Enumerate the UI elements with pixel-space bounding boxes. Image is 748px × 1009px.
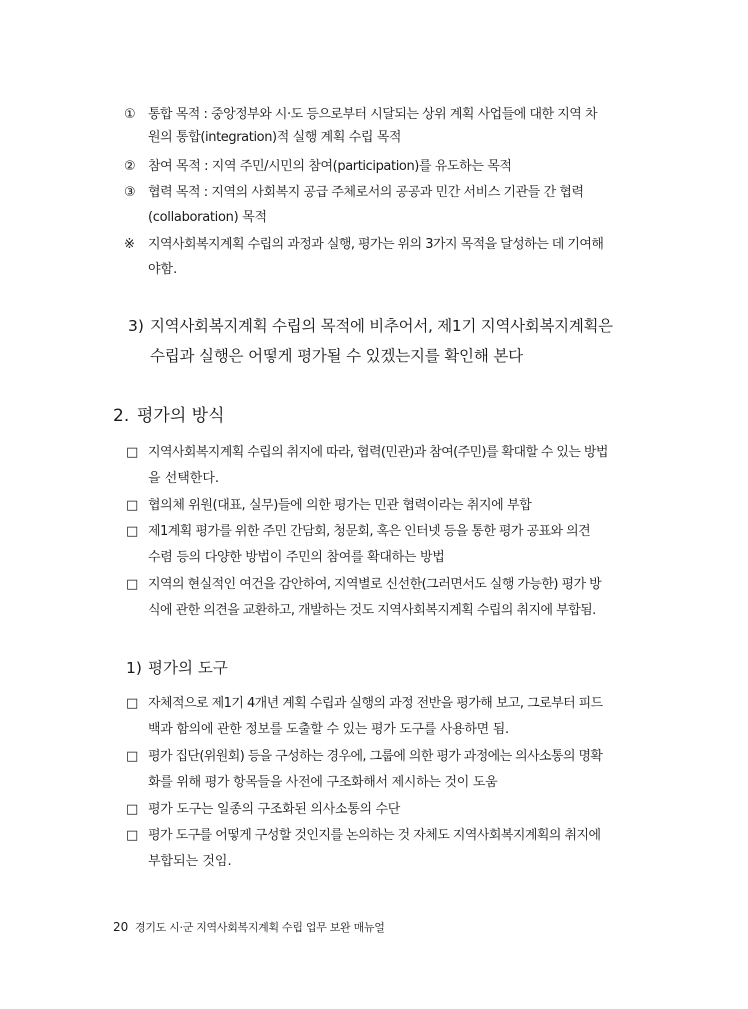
bullet-icon: □ — [126, 498, 139, 513]
bullet-icon: □ — [126, 828, 139, 843]
footer-title: 경기도 시·군 지역사회복지계획 수립 업무 보완 매뉴얼 — [135, 921, 385, 934]
page-number: 20 — [113, 920, 129, 934]
tool-item-2 — [126, 748, 602, 766]
list-marker: ③ — [124, 185, 136, 200]
section-3-line1: 지역사회복지계획 수립의 목적에 비추어서, 제1기 지역사회복지계획은 — [150, 317, 613, 335]
tool-item-3 — [126, 801, 400, 819]
bullet-icon: □ — [126, 524, 139, 539]
heading-title: 평가의 방식 — [137, 406, 225, 426]
section-heading-2 — [113, 405, 225, 427]
goal-item-2 — [124, 158, 512, 176]
subsection-number: 1) — [126, 659, 142, 677]
method-text-line1: 지역의 현실적인 여건을 감안하여, 지역별로 신선한(그러면서도 실행 가능한) 평가 방 — [148, 577, 602, 592]
method-text-line1: 지역사회복지계획 수립의 취지에 따라, 협력(민관)과 참여(주민)를 확대할 수 있는 방법 — [148, 445, 608, 460]
tool-text-line1: 자체적으로 제1기 4개년 계획 수립과 실행의 과정 전반을 평가해 보고, 그로부터 피드 — [148, 696, 603, 711]
goal-item-3 — [124, 184, 584, 202]
goal-text-line1: 통합 목적 : 중앙정부와 시·도 등으로부터 시달되는 상위 계획 사업들에 대한 지역 차 — [148, 107, 598, 122]
goal-item-1 — [124, 106, 597, 124]
tool-text-line2: 화를 위해 평가 항목들을 사전에 구조화해서 제시하는 것이 도움 — [148, 775, 498, 790]
bullet-icon: □ — [126, 802, 139, 817]
tool-text-line1: 평가 도구를 어떻게 구성할 것인지를 논의하는 것 자체도 지역사회복지계획의 취지에 — [148, 828, 601, 843]
tool-text-line2: 백과 함의에 관한 정보를 도출할 수 있는 평가 도구를 사용하면 됨. — [148, 722, 509, 737]
goal-text-line2: (collaboration) 목적 — [148, 210, 267, 225]
section-3-heading — [128, 316, 613, 336]
page-footer — [113, 920, 385, 935]
goal-text-line2: 원의 통합(integration)적 실행 계획 수립 목적 — [148, 130, 402, 145]
method-text-line2: 수렴 등의 다양한 방법이 주민의 참여를 확대하는 방법 — [148, 550, 445, 565]
section-3-line2: 수립과 실행은 어떻게 평가될 수 있겠는지를 확인해 본다 — [150, 347, 523, 365]
method-item-3 — [126, 523, 590, 541]
method-text-line2: 식에 관한 의견을 교환하고, 개발하는 것도 지역사회복지계획 수립의 취지에 부합됨. — [148, 603, 596, 618]
note-text-line2: 야함. — [148, 262, 178, 277]
list-marker: ② — [124, 159, 136, 174]
method-item-4 — [126, 576, 601, 594]
bullet-icon: □ — [126, 749, 139, 764]
method-item-2 — [126, 497, 531, 515]
note-marker: ※ — [124, 237, 135, 252]
subsection-title: 평가의 도구 — [148, 659, 228, 677]
bullet-icon: □ — [126, 445, 139, 460]
bullet-icon: □ — [126, 696, 139, 711]
tool-item-1 — [126, 695, 603, 713]
tool-text-line1: 평가 도구는 일종의 구조화된 의사소통의 수단 — [148, 802, 401, 817]
list-marker: ① — [124, 107, 136, 122]
tool-text-line2: 부합되는 것임. — [148, 854, 232, 869]
goal-text-line1: 참여 목적 : 지역 주민/시민의 참여(participation)를 유도하는 목적 — [148, 159, 512, 174]
heading-number: 2. — [113, 406, 130, 426]
note-text-line1: 지역사회복지계획 수립의 과정과 실행, 평가는 위의 3가지 목적을 달성하는 데 기여해 — [148, 237, 604, 252]
section-number: 3) — [128, 317, 144, 335]
goal-text-line1: 협력 목적 : 지역의 사회복지 공급 주체로서의 공공과 민간 서비스 기관들 간 협력 — [148, 185, 584, 200]
method-item-1 — [126, 444, 608, 462]
method-text-line1: 제1계획 평가를 위한 주민 간담회, 청문회, 혹은 인터넷 등을 통한 평가 공표와 의견 — [148, 524, 591, 539]
subsection-1-heading — [126, 658, 228, 678]
tool-text-line1: 평가 집단(위원회) 등을 구성하는 경우에, 그룹에 의한 평가 과정에는 의사소통의 명확 — [148, 749, 603, 764]
note-item — [124, 236, 603, 254]
method-text-line1: 협의체 위원(대표, 실무)들에 의한 평가는 민관 협력이라는 취지에 부합 — [148, 498, 532, 513]
tool-item-4 — [126, 827, 601, 845]
method-text-line2: 을 선택한다. — [148, 471, 220, 486]
bullet-icon: □ — [126, 577, 139, 592]
